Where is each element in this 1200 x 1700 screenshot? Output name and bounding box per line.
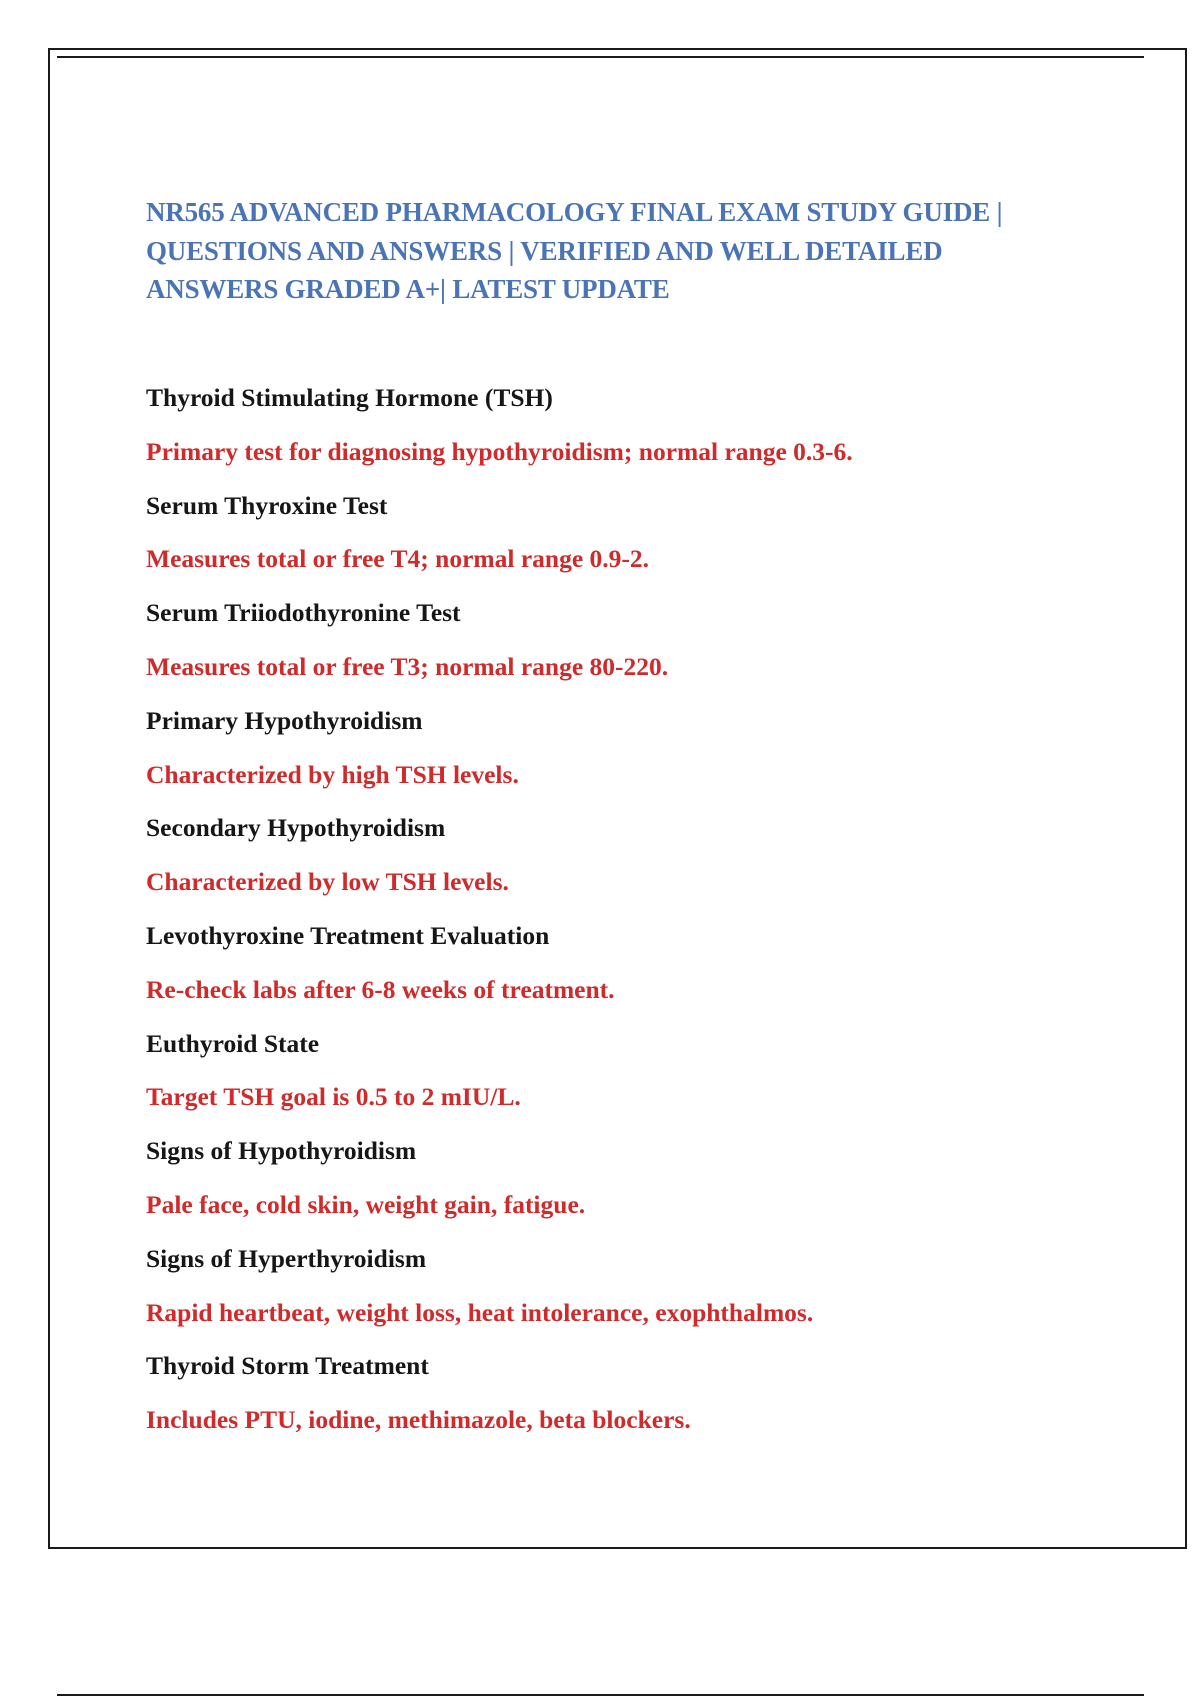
answer-thyroid-storm-treatment: Includes PTU, iodine, methimazole, beta blockers. xyxy=(146,1405,691,1435)
answer-primary-hypothyroidism: Characterized by high TSH levels. xyxy=(146,759,519,789)
answer-euthyroid-state: Target TSH goal is 0.5 to 2 mIU/L. xyxy=(146,1082,521,1112)
term-thyroid-storm-treatment: Thyroid Storm Treatment xyxy=(146,1351,429,1381)
document-title: NR565 ADVANCED PHARMACOLOGY FINAL EXAM STUDY GUIDE | QUESTIONS AND ANSWERS | VERIFIED AND WELL DETAILED ANSWERS GRADED A+| LATEST UPDATE xyxy=(146,197,1003,304)
term-serum-triiodothyronine: Serum Triiodothyronine Test xyxy=(146,598,461,628)
qa-list xyxy=(146,378,853,1454)
top-rule xyxy=(57,56,1144,58)
bottom-rule xyxy=(57,1694,1144,1696)
term-serum-thyroxine: Serum Thyroxine Test xyxy=(146,490,388,520)
term-levothyroxine-evaluation: Levothyroxine Treatment Evaluation xyxy=(146,920,550,950)
answer-signs-hypothyroidism: Pale face, cold skin, weight gain, fatigue. xyxy=(146,1189,586,1219)
term-primary-hypothyroidism: Primary Hypothyroidism xyxy=(146,705,423,735)
answer-levothyroxine-evaluation: Re-check labs after 6-8 weeks of treatment. xyxy=(146,974,615,1004)
term-secondary-hypothyroidism: Secondary Hypothyroidism xyxy=(146,813,446,843)
answer-serum-thyroxine: Measures total or free T4; normal range 0.9-2. xyxy=(146,544,650,574)
term-tsh: Thyroid Stimulating Hormone (TSH) xyxy=(146,383,553,412)
answer-signs-hyperthyroidism: Rapid heartbeat, weight loss, heat intolerance, exophthalmos. xyxy=(146,1297,814,1327)
term-signs-hyperthyroidism: Signs of Hyperthyroidism xyxy=(146,1243,427,1273)
term-euthyroid-state: Euthyroid State xyxy=(146,1028,320,1058)
answer-serum-triiodothyronine: Measures total or free T3; normal range 80-220. xyxy=(146,651,669,681)
term-signs-hypothyroidism: Signs of Hypothyroidism xyxy=(146,1136,417,1166)
answer-tsh: Primary test for diagnosing hypothyroidism; normal range 0.3-6. xyxy=(146,436,853,466)
answer-secondary-hypothyroidism: Characterized by low TSH levels. xyxy=(146,867,509,897)
